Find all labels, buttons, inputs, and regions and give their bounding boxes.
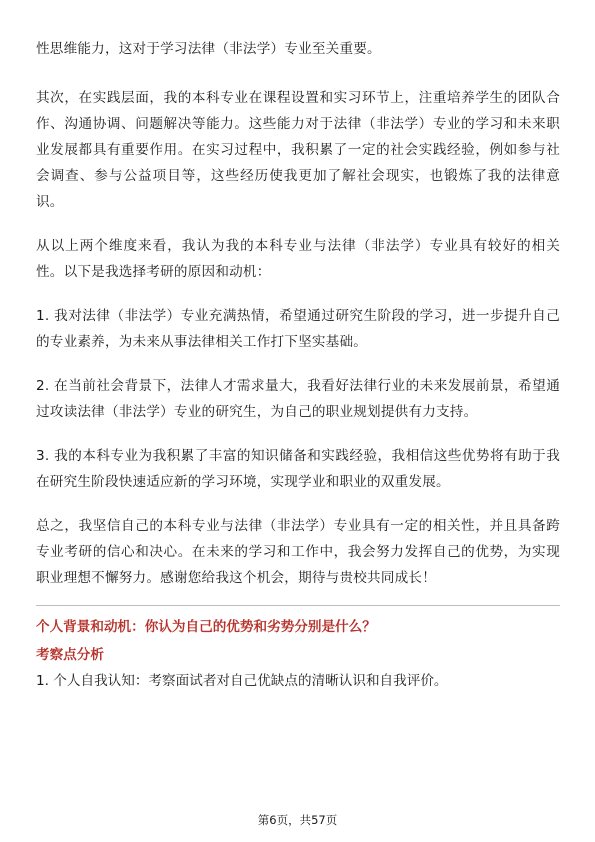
analysis-point: 1. 个人自我认知：考察面试者对自己优缺点的清晰认识和自我评价。 — [36, 673, 448, 689]
paragraph: 其次，在实践层面，我的本科专业在课程设置和实习环节上，注重培养学生的团队合作、沟通协调、问题解决等能力。这些能力对于法律（非法学）专业的学习和未来职业发展都具有重要作用。在实习过程中，我积累了一定的社会实践经验，例如参与社会调查、参与公益项目等，这些经历使我更加了解社会现实，也锻炼了我的法律意识。 — [36, 90, 560, 210]
question-heading: 个人背景和动机：你认为自己的优势和劣势分别是什么？ — [36, 619, 376, 635]
paragraph: 从以上两个维度来看，我认为我的本科专业与法律（非法学）专业具有较好的相关性。以下是我选择考研的原因和动机： — [36, 238, 560, 280]
analysis-heading: 考察点分析 — [36, 647, 104, 663]
section-divider — [36, 605, 560, 606]
paragraph: 总之，我坚信自己的本科专业与法律（非法学）专业具有一定的相关性，并且具备跨专业考研的信心和决心。在未来的学习和工作中，我会努力发挥自己的优势，为实现职业理想不懈努力。感谢您给我这个机会，期待与贵校共同成长！ — [36, 518, 560, 586]
list-item: 3. 我的本科专业为我积累了丰富的知识储备和实践经验，我相信这些优势将有助于我在研究生阶段快速适应新的学习环境，实现学业和职业的双重发展。 — [36, 448, 560, 490]
document-body — [36, 36, 560, 692]
list-item: 1. 我对法律（非法学）专业充满热情，希望通过研究生阶段的学习，进一步提升自己的专业素养，为未来从事法律相关工作打下坚实基础。 — [36, 308, 560, 350]
page-number: 第6页，共57页 — [257, 813, 338, 827]
list-item: 2. 在当前社会背景下，法律人才需求量大，我看好法律行业的未来发展前景，希望通过攻读法律（非法学）专业的研究生，为自己的职业规划提供有力支持。 — [36, 378, 560, 420]
paragraph: 性思维能力，这对于学习法律（非法学）专业至关重要。 — [36, 41, 381, 57]
